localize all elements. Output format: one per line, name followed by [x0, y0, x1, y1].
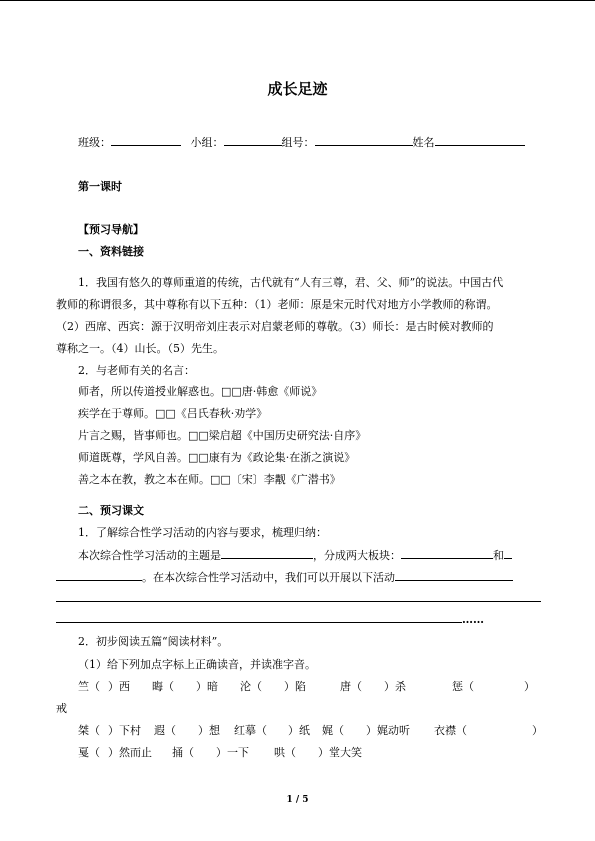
task-line: （1）给下列加点字标上正确读音，并读准字音。 — [78, 658, 316, 671]
theme-text: 本次综合性学习活动的主题是 — [78, 549, 221, 562]
quote-line: 善之本在教，教之本在师。□□〔宋〕李觏《广潜书》 — [78, 473, 341, 486]
paragraph-line: 教师的称谓很多，其中尊称有以下五种：（1）老师：原是宋元时代对地方小学教师的称谓。 — [56, 298, 498, 311]
pinyin-item: ）想 — [198, 724, 220, 737]
task-line: 1．了解综合性学习活动的内容与要求，梳理归纳： — [78, 526, 327, 539]
class-field[interactable] — [111, 133, 181, 146]
pinyin-item: ） — [532, 724, 543, 737]
theme-field[interactable] — [221, 546, 313, 559]
group-field[interactable] — [224, 133, 282, 146]
answer-field[interactable] — [56, 610, 462, 623]
pinyin-item: ）娓动听 — [366, 724, 410, 737]
pinyin-item: 晦（ — [152, 680, 174, 693]
quote-line: 疾学在于尊师。□□《吕氏春秋·劝学》 — [78, 407, 268, 420]
activities-line — [56, 568, 513, 585]
quote-line: 师者，所以传道授业解惑也。□□唐·韩愈《师说》 — [78, 385, 323, 398]
pinyin-item: 桀（ — [78, 724, 100, 737]
quote-line: 片言之赐，皆事师也。□□梁启超《中国历史研究法·自序》 — [78, 429, 367, 442]
pinyin-wrap: 戒 — [56, 702, 67, 715]
name-field[interactable] — [435, 133, 525, 146]
pinyin-item: ）西 — [108, 680, 130, 693]
pinyin-item: ）堂大笑 — [318, 746, 362, 759]
task-line: 2．初步阅读五篇“阅读材料”。 — [78, 635, 229, 648]
pinyin-item: ）然而止 — [108, 746, 152, 759]
and-text: 和 — [493, 549, 504, 562]
pinyin-item: ）陷 — [284, 680, 306, 693]
pinyin-item: 红摹（ — [234, 724, 267, 737]
info-row — [78, 133, 525, 150]
group-label: 小组： — [190, 136, 224, 149]
class-label: 班级： — [78, 136, 111, 149]
pinyin-item: ）纸 — [288, 724, 310, 737]
preview-nav-heading: 【预习导航】 — [78, 223, 144, 236]
pinyin-item: ）暗 — [196, 680, 218, 693]
quotes-heading: 2．与老师有关的名言： — [78, 364, 195, 377]
answer-line[interactable] — [56, 601, 541, 602]
ellipsis: …… — [462, 613, 484, 626]
answer-line-last — [56, 610, 484, 626]
section-heading-materials: 一、资料链接 — [78, 245, 144, 258]
pinyin-item: 捅（ — [172, 746, 194, 759]
paragraph-line: 尊称之一。（4）山长。（5）先生。 — [56, 342, 224, 355]
paragraph-line: 1．我国有悠久的尊师重道的传统，古代就有“人有三尊，君、父、师”的说法。中国古代 — [78, 276, 504, 289]
pinyin-item: 唐（ — [340, 680, 362, 693]
lesson-heading: 第一课时 — [78, 180, 122, 193]
name-label: 姓名 — [412, 136, 435, 149]
pinyin-item: ）下村 — [108, 724, 141, 737]
theme-line — [78, 546, 512, 563]
pinyin-item: 哄（ — [274, 746, 296, 759]
group-no-label: 组号： — [281, 136, 315, 149]
block-one-field[interactable] — [401, 546, 493, 559]
page-number: 1 / 5 — [286, 795, 309, 805]
activities-field[interactable] — [395, 568, 513, 581]
pinyin-item: ）杀 — [384, 680, 406, 693]
pinyin-item: 衣襟（ — [434, 724, 467, 737]
block-two-field-start[interactable] — [504, 546, 512, 559]
pinyin-item: 遐（ — [154, 724, 176, 737]
pinyin-item: 戛（ — [78, 746, 100, 759]
pinyin-item: 惩（ — [452, 680, 474, 693]
activities-text: 。在本次综合性学习活动中，我们可以开展以下活动 — [142, 571, 395, 584]
group-no-field[interactable] — [315, 133, 413, 146]
pinyin-item: ） — [524, 680, 535, 693]
top-rule — [0, 0, 595, 1]
paragraph-line: （2）西席、西宾：源于汉明帝刘庄表示对启蒙老师的尊敬。（3）师长：是古时候对教师的 — [56, 320, 494, 333]
pinyin-item: ）一下 — [216, 746, 249, 759]
pinyin-item: 沦（ — [240, 680, 262, 693]
pinyin-item: 娓（ — [322, 724, 344, 737]
section-heading-preview: 二、预习课文 — [78, 504, 144, 517]
quote-line: 师道既尊，学风自善。□□康有为《政论集·在浙之演说》 — [78, 451, 356, 464]
page-title: 成长足迹 — [267, 80, 328, 98]
blocks-text: ，分成两大板块： — [313, 549, 401, 562]
pinyin-item: 竺（ — [78, 680, 100, 693]
block-two-field[interactable] — [56, 568, 142, 581]
